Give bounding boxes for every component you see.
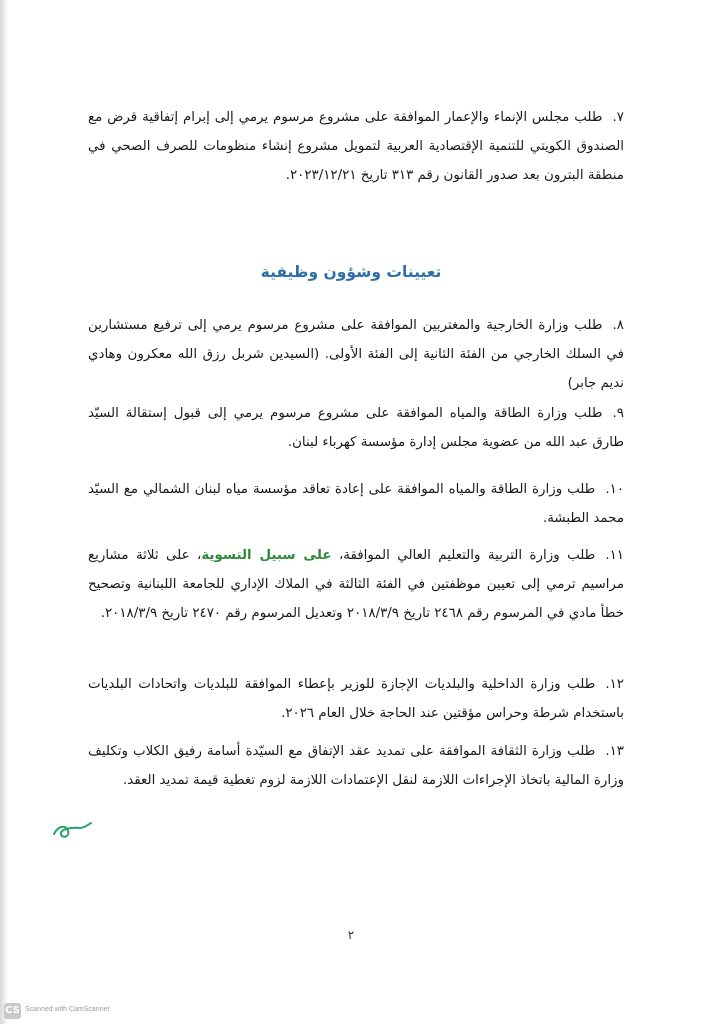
scan-edge-shadow [0, 0, 8, 1024]
item-number: ١١. [605, 548, 624, 563]
highlighted-text: على سبيل التسوية [201, 548, 332, 563]
list-item-11 [88, 541, 624, 628]
item-text: طلب وزارة الخارجية والمغتربين الموافقة على مشروع مرسوم يرمي إلى ترفيع مستشارين في السلك الخارجي من الفئة الثانية إلى الفئة الأولى. (السيدين شربل رزق الله معكرون وهادي نديم جابر) [88, 318, 624, 391]
page-number: ٢ [347, 928, 355, 942]
item-number: ١٢. [605, 677, 624, 692]
list-item-7 [88, 103, 624, 190]
list-item-12 [88, 670, 624, 728]
item-text: طلب وزارة الثقافة الموافقة على تمديد عقد الإتفاق مع السيّدة أسامة رفيق الكلاب وتكليف وزارة المالية باتخاذ الإجراءات اللازمة لنقل الإعتمادات اللازمة لزوم تغطية قيمة تمديد العقد. [88, 744, 624, 788]
item-text-before: طلب وزارة التربية والتعليم العالي الموافقة، [331, 548, 596, 563]
item-text-after: ، على ثلاثة مشاريع مراسيم ترمي إلى تعيين موظفتين في الفئة الثالثة في الملاك الإداري للجامعة اللبنانية وتصحيح خطأ مادي في المرسوم رقم ٢٤٦٨ تاريخ ٢٠١٨/٣/٩ وتعديل المرسوم رقم ٢٤٧٠ تاريخ ٢٠١٨/٣/٩. [88, 548, 624, 621]
item-number: ١٠. [605, 482, 624, 497]
list-item-8 [88, 311, 624, 398]
list-item-13 [88, 737, 624, 795]
item-text: طلب وزارة الداخلية والبلديات الإجازة للوزير بإعطاء الموافقة للبلديات واتحادات البلديات باستخدام شرطة وحراس مؤقتين عند الحاجة خلال العام ٢٠٢٦. [88, 677, 624, 721]
item-text: طلب وزارة الطاقة والمياه الموافقة على إعادة تعاقد مؤسسة مياه لبنان الشمالي مع السيّد محمد الطبشة. [88, 482, 624, 526]
list-item-9 [88, 399, 624, 457]
item-number: ٧. [612, 110, 624, 125]
item-text: طلب وزارة الطاقة والمياه الموافقة على مشروع مرسوم يرمي إلى قبول إستقالة السيّد طارق عبد الله من عضوية مجلس إدارة مؤسسة كهرباء لبنان. [88, 406, 624, 450]
scanner-watermark: Scanned with CamScanner [25, 1006, 110, 1013]
camscanner-logo-icon: CS [4, 1003, 21, 1019]
signature-icon [50, 812, 96, 844]
list-item-10 [88, 475, 624, 533]
item-number: ١٣. [605, 744, 624, 759]
section-heading: تعيينات وشؤون وظيفية [260, 263, 442, 281]
item-number: ٩. [612, 406, 624, 421]
item-text: طلب مجلس الإنماء والإعمار الموافقة على مشروع مرسوم يرمي إلى إبرام إتفاقية قرض مع الصندوق الكويتي للتنمية الإقتصادية العربية لتمويل مشروع إنشاء منظومات للصرف الصحي في منطقة البترون بعد صدور القانون رقم ٣١٣ تاريخ ٢٠٢٣/١٢/٢١. [88, 110, 624, 183]
item-number: ٨. [612, 318, 624, 333]
